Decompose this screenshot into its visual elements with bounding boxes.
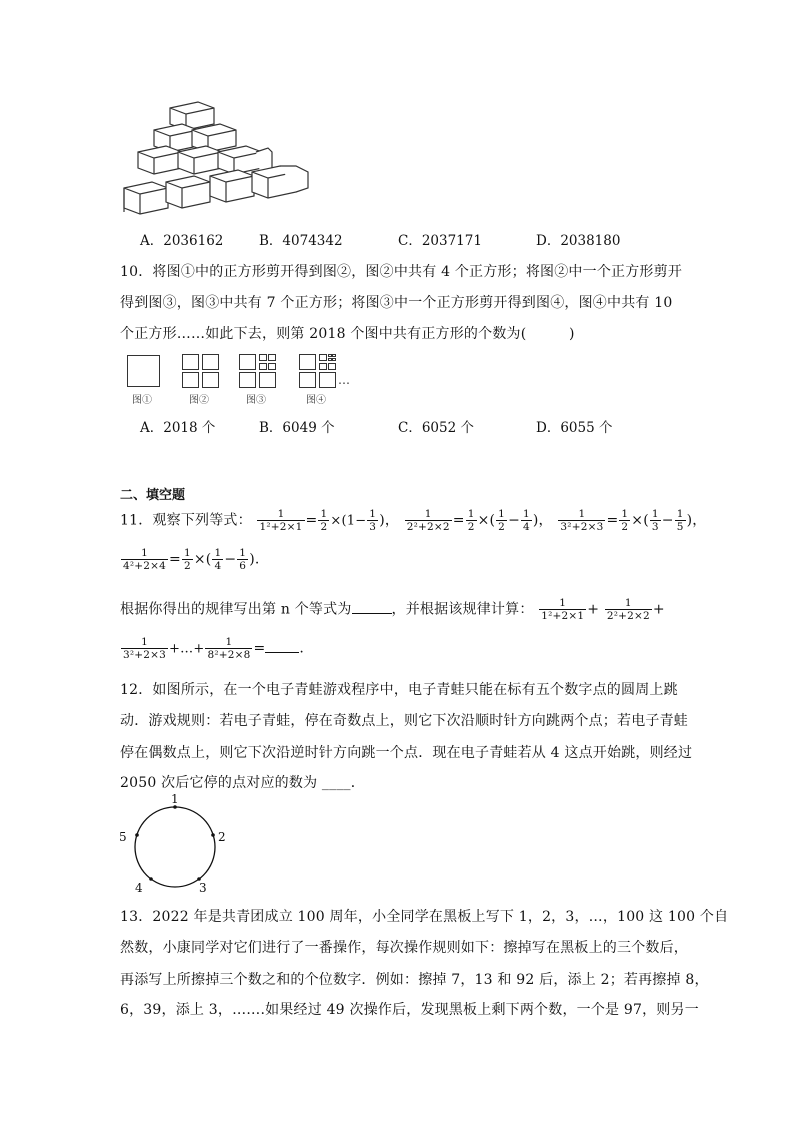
- q12-point-1: 1: [171, 792, 179, 806]
- q10-figure-4: [299, 354, 337, 388]
- q12-text-line2: 动．游戏规则：若电子青蛙，停在奇数点上，则它下次沿顺时针方向跳两个点；若电子青蛙: [120, 713, 688, 729]
- q11-question-line: 根据你得出的规律写出第 n 个等式为 ，并根据该规律计算： $\frac{1}{\text{1²+2×1}}$ + $\frac{1}{\text{2²+2×2}}$ +: [120, 597, 665, 622]
- q10-text-line1: 10．将图①中的正方形剪开得到图②，图②中共有 4 个正方形；将图②中一个正方形剪开: [120, 264, 683, 280]
- q12-text-line4: 2050 次后它停的点对应的数为 ____．: [120, 775, 365, 791]
- q10-figure-1: [127, 355, 160, 387]
- q10-figure-label-2: 图②: [189, 395, 209, 406]
- q9-option-a[interactable]: A．2036162: [140, 233, 224, 249]
- q11-answer-blank-2[interactable]: [265, 640, 299, 653]
- q10-figure-3: [239, 354, 277, 388]
- q10-option-a[interactable]: A．2018 个: [140, 420, 216, 436]
- q10-text-line3: 个正方形……如此下去，则第 2018 个图中共有正方形的个数为( ): [120, 326, 575, 342]
- q10-option-d[interactable]: D．6055 个: [536, 420, 613, 436]
- q12-text-line3: 停在偶数点上，则它下次沿逆时针方向跳一个点．现在电子青蛙若从 4 这点开始跳，则经过: [120, 745, 693, 761]
- q13-text-line2: 然数，小康同学对它们进行了一番操作，每次操作规则如下：擦掉写在黑板上的三个数后，: [120, 940, 688, 956]
- section-title-fill-in: 二、填空题: [120, 488, 186, 503]
- q10-figure-label-4: 图④: [306, 395, 326, 406]
- q12-point-4: 4: [135, 881, 143, 895]
- q10-figure-ellipsis: …: [338, 373, 350, 387]
- q11-equations-line1: 11．观察下列等式： $\frac{1}{\text{1²+2×1}}$ = $\frac{1}{2}$ ×(1− $\frac{1}{3}$ )， $\frac{1}{\text{2²+2×2}}$ = $\frac{1}{2}$ ×( $\frac{1}{2}$ − $\frac{1}{4}$ )， $\frac{1}{\text{3²+2×3}}$ = $\frac{1}{2}$ ×( $\frac{1}{3}$ − $\frac{1}{5}$ )，: [120, 508, 707, 533]
- q10-option-b[interactable]: B．6049 个: [259, 420, 335, 436]
- q10-option-c[interactable]: C．6052 个: [398, 420, 474, 436]
- q12-point-5: 5: [119, 830, 127, 844]
- q13-text-line3: 再添写上所擦掉三个数之和的个位数字．例如：擦掉 7，13 和 92 后，添上 2；若再擦掉 8，: [120, 972, 709, 988]
- q10-figure-label-3: 图③: [246, 395, 266, 406]
- q12-point-2: 2: [218, 830, 226, 844]
- q11-answer-blank-1[interactable]: [352, 601, 392, 614]
- q11-equations-line2: $\frac{1}{\text{4²+2×4}}$ = $\frac{1}{2}$ ×( $\frac{1}{4}$ − $\frac{1}{6}$ ).: [123, 547, 260, 572]
- q9-option-b[interactable]: B．4074342: [259, 233, 343, 249]
- cube-stack-figure: [120, 100, 315, 218]
- q10-text-line2: 得到图③，图③中共有 7 个正方形；将图③中一个正方形剪开得到图④，图④中共有 10: [120, 295, 673, 311]
- q11-sum-line: $\frac{1}{\text{3²+2×3}}$ +…+ $\frac{1}{\text{8²+2×8}}$ = .: [123, 636, 305, 661]
- q12-text-line1: 12．如图所示，在一个电子青蛙游戏程序中，电子青蛙只能在标有五个数字点的圆周上跳: [120, 682, 678, 698]
- q10-figure-2: [182, 354, 220, 388]
- q9-option-d[interactable]: D．2038180: [536, 233, 621, 249]
- q13-text-line4: 6，39，添上 3，…….如果经过 49 次操作后，发现黑板上剩下两个数，一个是 97，则另一: [120, 1002, 699, 1018]
- q13-text-line1: 13．2022 年是共青团成立 100 周年，小全同学在黑板上写下 1，2，3，…，100 这 100 个自: [120, 909, 729, 925]
- q10-figure-label-1: 图①: [132, 395, 152, 406]
- q9-option-c[interactable]: C．2037171: [398, 233, 482, 249]
- q12-point-3: 3: [199, 881, 207, 895]
- q12-circle-figure: [128, 800, 228, 895]
